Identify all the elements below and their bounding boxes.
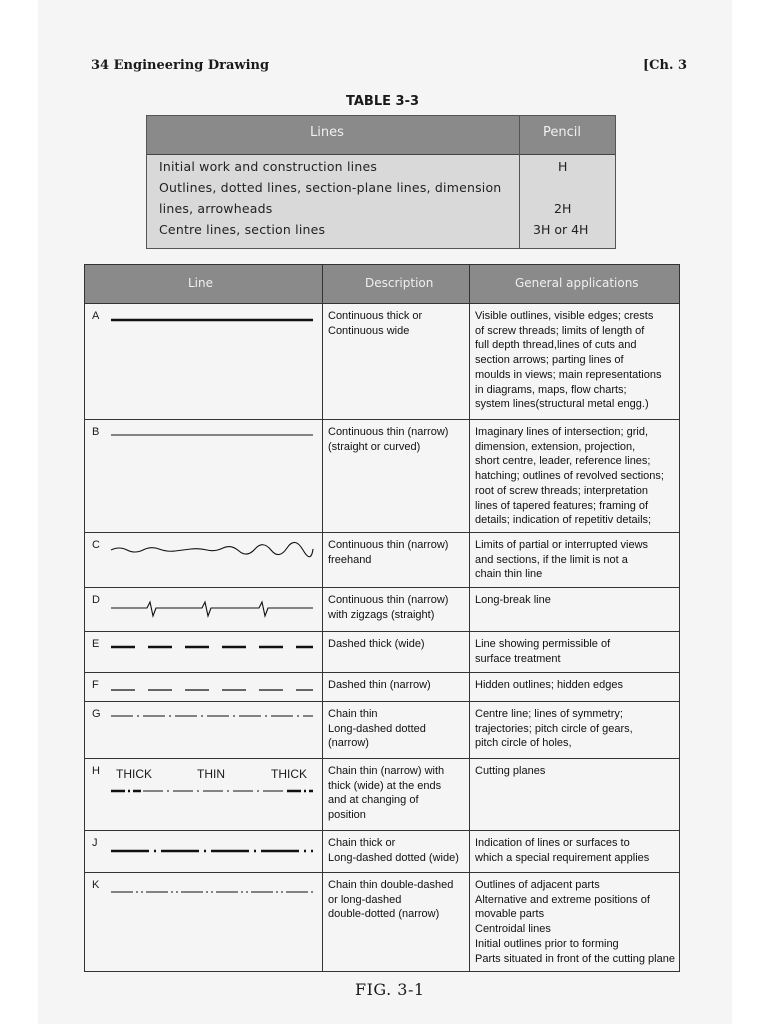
row-letter: G — [92, 708, 101, 720]
pencil-line-text: lines, arrowheads — [159, 201, 273, 216]
row-applications: Long-break line — [475, 594, 551, 606]
pencil-grade: 2H — [554, 201, 572, 216]
table-row — [85, 420, 679, 533]
pencil-line-text: Centre lines, section lines — [159, 222, 326, 237]
row-description: Chain thin (narrow) with thick (wide) at the ends and at changing of position — [328, 765, 445, 822]
row-description: Chain thin double-dashed or long-dashed double-dotted (narrow) — [328, 879, 454, 921]
row-description: Dashed thin (narrow) — [328, 679, 431, 691]
pencil-table-body — [147, 155, 615, 248]
column-divider — [519, 116, 520, 248]
row-applications: Hidden outlines; hidden edges — [475, 679, 624, 691]
pencil-grade: 3H or 4H — [533, 222, 589, 237]
table-row — [85, 759, 679, 831]
line-sample-freehand — [107, 533, 317, 593]
row-description: Continuous thin (narrow) freehand — [328, 539, 449, 566]
col-header-line: Line — [188, 276, 214, 290]
row-description: Continuous thick or Continuous wide — [328, 310, 423, 337]
row-description: Continuous thin (narrow) with zigzags (straight) — [328, 594, 449, 621]
row-letter: E — [92, 638, 100, 650]
row-description: Chain thin Long-dashed dotted (narrow) — [328, 708, 426, 750]
thick-label: THICK — [271, 767, 307, 781]
table-row — [85, 702, 679, 759]
row-applications: Centre line; lines of symmetry; trajectories; pitch circle of gears, pitch circle of holes, — [475, 708, 633, 750]
row-letter: J — [92, 837, 98, 849]
table-row — [85, 831, 679, 873]
pencil-grade: H — [558, 159, 568, 174]
row-applications: Indication of lines or surfaces to which a special requirement applies — [475, 837, 650, 864]
col-header-description: Description — [365, 276, 434, 290]
pencil-line-text: Outlines, dotted lines, section-plane lines, dimension — [159, 180, 502, 195]
running-header-chapter: [Ch. 3 — [643, 58, 688, 73]
row-applications: Line showing permissible of surface treatment — [475, 638, 611, 665]
row-letter: B — [92, 426, 100, 438]
row-letter: F — [92, 679, 99, 691]
row-letter: D — [92, 594, 100, 606]
table-title: TABLE 3-3 — [346, 94, 420, 109]
table-row — [85, 304, 679, 420]
row-applications: Cutting planes — [475, 765, 546, 777]
thin-label: THIN — [197, 767, 225, 781]
table-row — [85, 533, 679, 588]
column-divider — [322, 265, 323, 971]
column-divider — [469, 265, 470, 971]
row-letter: K — [92, 879, 100, 891]
row-description: Continuous thin (narrow) (straight or curved) — [328, 426, 449, 453]
col-header-applications: General applications — [515, 276, 639, 290]
figure-caption: FIG. 3-1 — [355, 980, 425, 999]
row-letter: H — [92, 765, 100, 777]
table-row — [85, 873, 679, 971]
row-letter: A — [92, 310, 100, 322]
row-applications: Limits of partial or interrupted views and sections, if the limit is not a chain thin line — [475, 539, 649, 581]
row-description: Chain thick or Long-dashed dotted (wide) — [328, 837, 459, 864]
table-row — [85, 632, 679, 673]
line-sample-continuous-thick — [107, 304, 317, 364]
pencil-table — [146, 115, 616, 249]
pencil-line-text: Initial work and construction lines — [159, 159, 378, 174]
thick-label: THICK — [116, 767, 152, 781]
line-sample-double-dotted — [107, 873, 317, 933]
col-header-lines: Lines — [310, 125, 344, 140]
row-letter: C — [92, 539, 100, 551]
running-header-title: 34 Engineering Drawing — [91, 58, 270, 73]
pencil-table-header — [147, 116, 615, 155]
row-description: Dashed thick (wide) — [328, 638, 425, 650]
table-row — [85, 588, 679, 632]
row-applications: Visible outlines, visible edges; crests of screw threads; limits of length of full depth thread,lines of cuts and section arrows; parting lines of moulds in views; main representations in diagrams, maps, flow charts; system lines(structural metal engg.) — [475, 310, 662, 411]
line-sample-cutting-plane — [107, 759, 317, 819]
row-applications: Imaginary lines of intersection; grid, dimension, extension, projection, short centre, leader, reference lines; hatching; outlines of revolved sections; root of screw threads; interpretation lines of tapered features; framing of details; indication of repetitiv details; — [475, 426, 664, 527]
line-types-header — [85, 265, 679, 304]
table-row — [85, 673, 679, 702]
line-sample-chain-thin — [107, 702, 317, 762]
line-types-table — [84, 264, 680, 972]
row-applications: Outlines of adjacent parts Alternative and extreme positions of movable parts Centroidal lines Initial outlines prior to forming Parts situated in front of the cutting plane — [475, 879, 675, 965]
line-sample-continuous-thin — [107, 420, 317, 480]
col-header-pencil: Pencil — [543, 125, 581, 140]
